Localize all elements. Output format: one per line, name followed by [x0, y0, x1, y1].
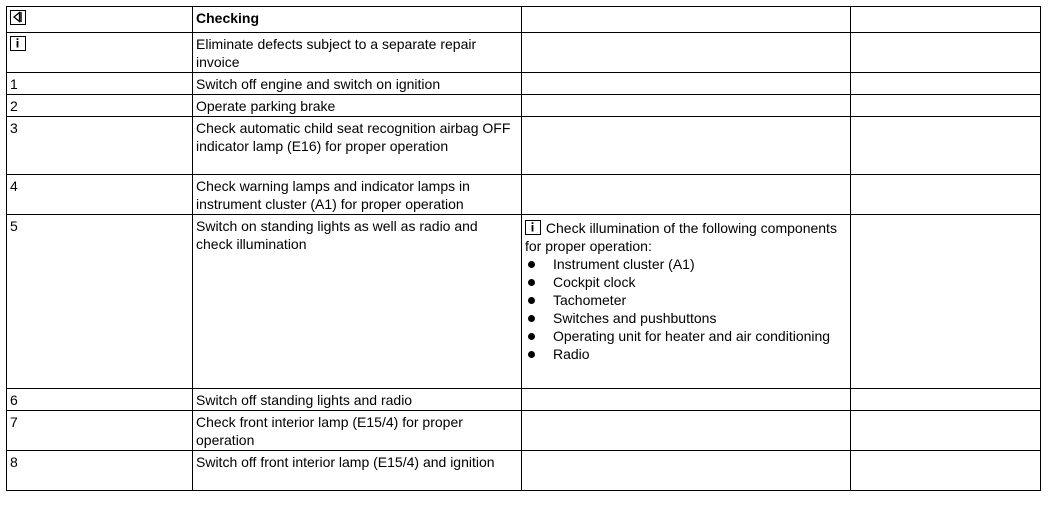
- step-note-cell: [522, 175, 851, 215]
- step-text: Check automatic child seat recognition airbag OFF indicator lamp (E16) for proper operation: [193, 117, 522, 175]
- step-row-7: [7, 411, 1041, 451]
- list-item: Instrument cluster (A1): [525, 255, 847, 273]
- step-note-cell: [522, 73, 851, 95]
- step-row-8: [7, 451, 1041, 491]
- section-title: Checking: [196, 10, 260, 26]
- step-extra-cell: [851, 389, 1041, 411]
- header-empty-cell-4: [851, 7, 1041, 33]
- step-text: Check warning lamps and indicator lamps in instrument cluster (A1) for proper operation: [193, 175, 522, 215]
- list-item: Radio: [525, 345, 847, 363]
- step-text: Switch on standing lights as well as radio and check illumination: [193, 215, 522, 389]
- step-note-cell: [522, 215, 851, 389]
- step-note-cell: [522, 117, 851, 175]
- step-row-6: [7, 389, 1041, 411]
- list-item: Tachometer: [525, 291, 847, 309]
- step-number: 2: [7, 95, 193, 117]
- step-number: 8: [7, 451, 193, 491]
- component-list: [525, 255, 847, 363]
- note-empty-cell-4: [851, 33, 1041, 73]
- step-number: 1: [7, 73, 193, 95]
- step-text: Switch off engine and switch on ignition: [193, 73, 522, 95]
- header-icon-cell: [7, 7, 193, 33]
- step-extra-cell: [851, 95, 1041, 117]
- step-note-cell: [522, 389, 851, 411]
- info-icon: [10, 36, 26, 51]
- step-row-1: [7, 73, 1041, 95]
- illumination-intro: Check illumination of the following components for proper operation:: [525, 220, 837, 254]
- header-title-cell: [193, 7, 522, 33]
- step-row-3: [7, 117, 1041, 175]
- step-text: Switch off standing lights and radio: [193, 389, 522, 411]
- step-number: 3: [7, 117, 193, 175]
- step-text: Operate parking brake: [193, 95, 522, 117]
- note-empty-cell-3: [522, 33, 851, 73]
- step-extra-cell: [851, 411, 1041, 451]
- step-extra-cell: [851, 215, 1041, 389]
- note-text: Eliminate defects subject to a separate repair invoice: [196, 36, 477, 70]
- note-row: [7, 33, 1041, 73]
- step-number: 7: [7, 411, 193, 451]
- step-extra-cell: [851, 73, 1041, 95]
- illumination-note: [525, 219, 847, 255]
- step-extra-cell: [851, 175, 1041, 215]
- back-arrow-icon: [10, 10, 26, 25]
- info-icon: [525, 220, 541, 235]
- list-item: Switches and pushbuttons: [525, 309, 847, 327]
- step-number: 6: [7, 389, 193, 411]
- header-empty-cell-3: [522, 7, 851, 33]
- step-text: Switch off front interior lamp (E15/4) and ignition: [193, 451, 522, 491]
- note-text-cell: [193, 33, 522, 73]
- checklist-table: [6, 6, 1041, 491]
- step-row-4: [7, 175, 1041, 215]
- list-item: Operating unit for heater and air conditioning: [525, 327, 847, 345]
- step-extra-cell: [851, 451, 1041, 491]
- step-number: 5: [7, 215, 193, 389]
- header-row: [7, 7, 1041, 33]
- step-note-cell: [522, 411, 851, 451]
- step-text: Check front interior lamp (E15/4) for proper operation: [193, 411, 522, 451]
- step-row-5: [7, 215, 1041, 389]
- step-extra-cell: [851, 117, 1041, 175]
- list-item: Cockpit clock: [525, 273, 847, 291]
- step-number: 4: [7, 175, 193, 215]
- step-note-cell: [522, 451, 851, 491]
- step-note-cell: [522, 95, 851, 117]
- step-row-2: [7, 95, 1041, 117]
- note-icon-cell: [7, 33, 193, 73]
